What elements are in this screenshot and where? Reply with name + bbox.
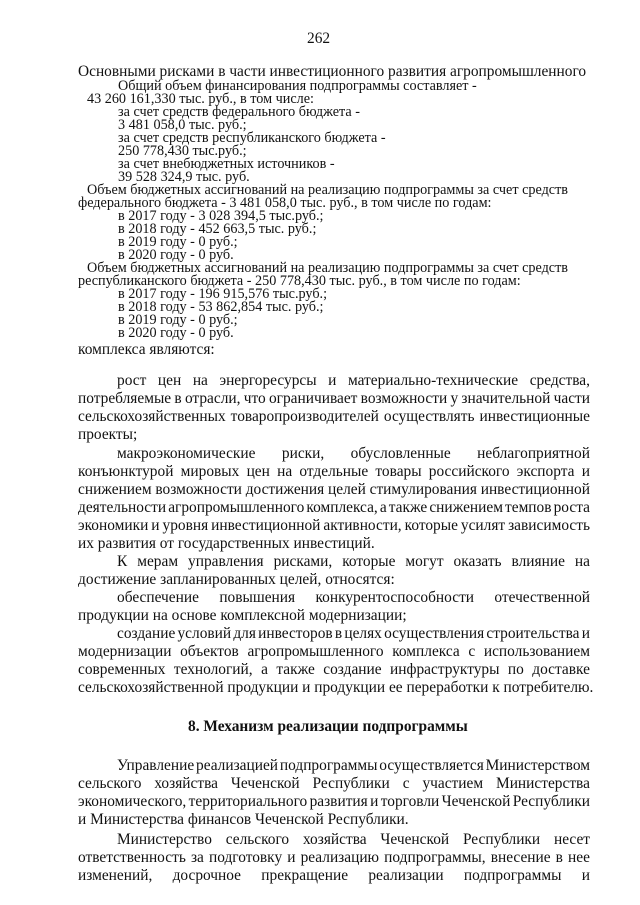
word: и [287, 849, 296, 866]
word: за [190, 849, 204, 866]
word: инвестиционной [480, 481, 590, 498]
word: сельского [78, 775, 142, 792]
word: инвесторов [258, 625, 333, 642]
paragraph-line [117, 553, 590, 570]
federal-budget-line: федерального бюджета - 3 481 058,0 тыс. руб., в том числе по годам: [78, 195, 492, 211]
word: Чеченской [230, 775, 300, 792]
word: реализации [368, 867, 444, 884]
paragraph-line: проекты; [78, 426, 138, 443]
republic-year-line: в 2017 году - 196 915,576 тыс.руб.; [118, 286, 328, 302]
word: несет [553, 831, 590, 848]
word: Министерство [117, 831, 212, 848]
republic-year-line: в 2019 году - 0 руб.; [118, 312, 238, 328]
word: создание [117, 625, 176, 642]
word: деятельности [78, 499, 167, 516]
funding-source-line: 39 528 324,9 тыс. руб. [118, 169, 250, 185]
paragraph-line [78, 661, 590, 678]
word: товары [375, 463, 422, 480]
word: цен [246, 463, 270, 480]
paragraph-line [117, 589, 590, 606]
funding-source-line: за счет средств федерального бюджета - [118, 104, 360, 120]
word: экспорта [516, 463, 575, 480]
word: потребляемые [78, 390, 172, 407]
funding-total-line: 43 260 161,330 тыс. руб., в том числе: [87, 91, 314, 107]
word: подготовку [208, 849, 283, 866]
paragraph-line [78, 517, 590, 534]
word: Управление [117, 757, 195, 774]
word: рост [117, 372, 147, 389]
word: досрочное [172, 867, 242, 884]
funding-source-line: за счет средств республиканского бюджета - [118, 130, 386, 146]
word: экономического, [78, 793, 187, 810]
word: конкурентоспособности [315, 589, 475, 606]
continuation-line: комплекса являются: [78, 341, 215, 358]
word: мерам [137, 553, 179, 570]
word: осуществлять [383, 408, 475, 425]
word: внесение [490, 849, 551, 866]
funding-total-line: Общий объем финансирования подпрограммы составляет - [118, 78, 477, 94]
word: риски, [281, 445, 325, 462]
word: на [277, 463, 293, 480]
word: модернизации [78, 643, 172, 660]
word: инвестиционной [211, 517, 321, 534]
word: также [388, 499, 428, 516]
word: энергоресурсы [219, 372, 317, 389]
word: возможности [360, 390, 448, 407]
page-number: 262 [307, 30, 331, 47]
paragraph-line: достижение запланированных целей, относятся: [78, 571, 395, 588]
word: Министерства [496, 775, 590, 792]
word: и [151, 517, 160, 534]
word: сельскохозяйственных [78, 408, 226, 425]
word: стимулирования [369, 481, 477, 498]
word: средства, [529, 372, 590, 389]
word: рисками, [273, 553, 333, 570]
republic-year-line: в 2020 году - 0 руб. [118, 325, 234, 341]
word: хозяйства [302, 831, 367, 848]
paragraph-line [78, 849, 590, 866]
federal-year-line: в 2019 году - 0 руб.; [118, 234, 238, 250]
word: и [370, 793, 379, 810]
paragraph-line [78, 408, 590, 425]
word: возможности [155, 481, 242, 498]
word: объектов [180, 643, 239, 660]
word: и [581, 463, 590, 480]
word: а [379, 499, 387, 516]
word: части [553, 390, 590, 407]
word: для [233, 625, 256, 642]
word: в [174, 390, 182, 407]
word: хозяйства [154, 775, 218, 792]
word: и [581, 867, 590, 884]
word: ограничивает [268, 390, 358, 407]
word: осуществления [384, 625, 485, 642]
word: которые [404, 517, 458, 534]
word: Республики [312, 775, 390, 792]
word: реализацию [300, 849, 380, 866]
paragraph-line [117, 831, 590, 848]
word: обеспечение [117, 589, 199, 606]
funding-source-line: за счет внебюджетных источников - [118, 156, 335, 172]
word: по [507, 661, 524, 678]
word: торговли [380, 793, 440, 810]
word: снижением [78, 481, 152, 498]
word: на [192, 372, 208, 389]
word: снижением [429, 499, 503, 516]
word: агропромышленного [168, 499, 305, 516]
paragraph-line [78, 481, 590, 498]
word: и [328, 372, 337, 389]
word: отрасли, [184, 390, 241, 407]
word: российского [428, 463, 510, 480]
republic-year-line: в 2018 году - 53 862,854 тыс. руб.; [118, 299, 324, 315]
paragraph-line [78, 793, 590, 810]
paragraph-line [78, 643, 590, 660]
word: активности, [323, 517, 402, 534]
word: осуществляется [379, 757, 484, 774]
word: с [468, 643, 476, 660]
word: неблагоприятной [477, 445, 590, 462]
word: инфраструктуры [390, 661, 500, 678]
word: технологий, [173, 661, 253, 678]
word: Министерством [485, 757, 590, 774]
word: К [117, 553, 128, 570]
word: роста [553, 499, 590, 516]
word: и [581, 625, 590, 642]
word: целях [344, 625, 382, 642]
word: реализацией [196, 757, 279, 774]
word: у [450, 390, 459, 407]
word: подпрограммы [279, 757, 378, 774]
word: прекращение [261, 867, 349, 884]
word: оказать [453, 553, 502, 570]
word: территориального [188, 793, 308, 810]
word: управления [188, 553, 264, 570]
paragraph-line: и Министерства финансов Чеченской Республики. [78, 811, 409, 828]
word: товаропроизводителей [230, 408, 379, 425]
paragraph-line [117, 757, 590, 774]
paragraph-line [78, 867, 590, 884]
word: комплекса [392, 643, 460, 660]
paragraph-line [117, 445, 590, 462]
republic-budget-line: Объем бюджетных ассигнований на реализацию подпрограммы за счет средств [87, 260, 568, 276]
word: материально-технические [347, 372, 519, 389]
word: обусловленные [350, 445, 451, 462]
word: строительства [486, 625, 580, 642]
word: инвестиционные [479, 408, 590, 425]
paragraph-line: сельскохозяйственной продукции и продукции ее переработки к потребителю. [78, 679, 594, 696]
word: мировых [180, 463, 240, 480]
word: значительной [461, 390, 551, 407]
word: целей [328, 481, 366, 498]
word: отечественной [494, 589, 590, 606]
word: темпов [505, 499, 552, 516]
word: участием [422, 775, 484, 792]
word: подпрограммы [463, 867, 562, 884]
word: конъюнктурой [78, 463, 174, 480]
funding-source-line: 3 481 058,0 тыс. руб.; [118, 117, 247, 133]
word: Чеченской [441, 793, 511, 810]
word: что [243, 390, 266, 407]
word: зависимость [508, 517, 590, 534]
word: уровня [162, 517, 209, 534]
paragraph-line: продукции на основе комплексной модернизации; [78, 607, 407, 624]
word: Республики [512, 793, 590, 810]
word: развития [309, 793, 368, 810]
word: на [574, 553, 590, 570]
word: современных [78, 661, 166, 678]
word: агропромышленного [247, 643, 384, 660]
word: отдельные [299, 463, 369, 480]
paragraph-line [78, 463, 590, 480]
word: комплекса, [306, 499, 378, 516]
republic-budget-line: республиканского бюджета - 250 778,430 тыс. руб., в том числе по годам: [78, 273, 521, 289]
paragraph-line [78, 390, 590, 407]
word: ответственность [78, 849, 186, 866]
paragraph-line [78, 775, 590, 792]
word: изменений, [78, 867, 153, 884]
paragraph-line [117, 372, 590, 389]
word: нее [568, 849, 590, 866]
word: которые [342, 553, 396, 570]
word: подпрограммы, [384, 849, 486, 866]
intro-line: Основными рисками в части инвестиционного развития агропромышленного [78, 63, 587, 80]
word: повышения [219, 589, 296, 606]
federal-budget-line: Объем бюджетных ассигнований на реализацию подпрограммы за счет средств [87, 182, 568, 198]
word: могут [405, 553, 444, 570]
paragraph-line [78, 499, 590, 516]
word: сельского [225, 831, 290, 848]
federal-year-line: в 2018 году - 452 663,5 тыс. руб.; [118, 221, 317, 237]
funding-source-line: 250 778,430 тыс.руб.; [118, 143, 247, 159]
paragraph-line [117, 625, 590, 642]
word: использованием [483, 643, 590, 660]
word: а [261, 661, 268, 678]
paragraph-line: их развития от государственных инвестиций. [78, 535, 375, 552]
word: цен [157, 372, 182, 389]
word: с [402, 775, 410, 792]
word: усилят [460, 517, 506, 534]
word: условий [177, 625, 232, 642]
word: макроэкономические [117, 445, 256, 462]
word: доставке [532, 661, 590, 678]
section-heading: 8. Механизм реализации подпрограммы [188, 718, 468, 735]
word: Чеченской [380, 831, 450, 848]
word: влияние [511, 553, 565, 570]
word: экономики [78, 517, 149, 534]
word: также [276, 661, 315, 678]
word: достижения [245, 481, 325, 498]
word: в [334, 625, 343, 642]
federal-year-line: в 2020 году - 0 руб. [118, 247, 234, 263]
word: в [555, 849, 563, 866]
word: создание [323, 661, 382, 678]
word: Республики [462, 831, 541, 848]
federal-year-line: в 2017 году - 3 028 394,5 тыс.руб.; [118, 208, 324, 224]
